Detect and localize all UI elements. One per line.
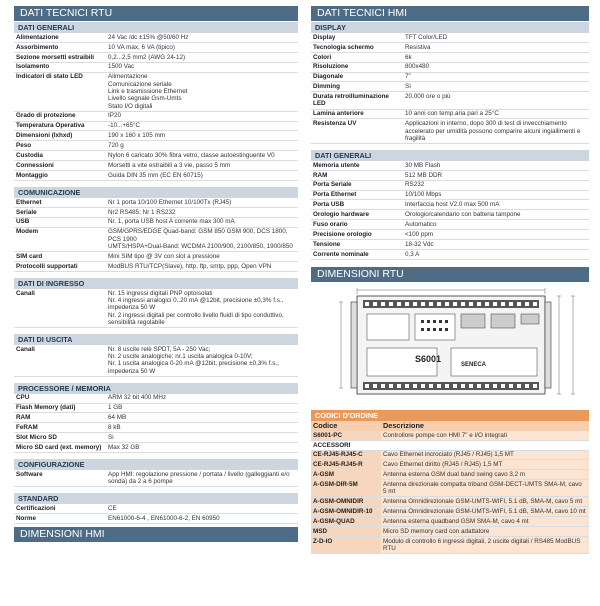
spec-label: Porta Ethernet bbox=[313, 191, 357, 199]
spec-row bbox=[311, 72, 589, 82]
spec-value: 10 anni con temp.aria pari a 25°C bbox=[405, 110, 499, 118]
spec-label: Diagonale bbox=[313, 73, 344, 81]
spec-row bbox=[14, 33, 298, 42]
spec-value: 0,2...2,5 mm2 (AWG 24-12) bbox=[108, 53, 186, 61]
order-description: Micro SD memory card con adattatore bbox=[381, 527, 589, 537]
spec-row bbox=[311, 210, 589, 220]
section-heading: CONFIGURAZIONE bbox=[14, 459, 298, 470]
order-code: Z-D-IO bbox=[311, 537, 381, 554]
spec-label: Connessioni bbox=[16, 161, 54, 169]
spec-row bbox=[311, 240, 589, 250]
spec-label: Isolamento bbox=[16, 63, 50, 71]
spec-label: Colori bbox=[313, 53, 332, 61]
order-code: CE-RJ45-RJ45-R bbox=[311, 460, 381, 470]
spec-value: Morsetti a vite estraibili a 3 vie, passo 5 mm bbox=[108, 161, 231, 169]
spec-row bbox=[14, 121, 298, 131]
order-code: A-GSM bbox=[311, 470, 381, 480]
spec-value: ModBUS RTU/TCP(Slave), http, ftp, smtp, ppp, Open VPN bbox=[108, 262, 272, 270]
order-description: Antenna esterna GSM dual band swing cavo 3,2 m bbox=[381, 470, 589, 480]
spec-value: EN61000-6-4 , EN61000-6-2, EN 60950 bbox=[108, 514, 220, 522]
spec-value: 0,3 A bbox=[405, 250, 420, 258]
spec-value: 512 MB DDR bbox=[405, 171, 443, 179]
spec-table bbox=[311, 33, 589, 144]
spec-label: Lamina anteriore bbox=[313, 110, 364, 118]
rtu-column bbox=[14, 6, 298, 542]
order-code: MSD bbox=[311, 527, 381, 537]
spec-value: 18-32 Vdc bbox=[405, 240, 434, 248]
device-label: S6001 bbox=[415, 353, 442, 364]
spec-value: IP20 bbox=[108, 112, 121, 120]
spec-row bbox=[14, 470, 298, 487]
spec-value: Nr. 8 uscite relè SPDT, 5A - 250 Vac; Nr. 2 uscite analogiche; nr.1 uscita analogica 0-10V; Nr. 1 uscita analogica 0-20 mA @12bit, precisione ±0,3% f.s., impedenza 50 W bbox=[108, 345, 279, 375]
spec-row bbox=[14, 433, 298, 443]
order-row bbox=[311, 537, 589, 554]
spec-value: Orologio/calendario con batteria tampone bbox=[405, 211, 521, 219]
spec-row bbox=[14, 161, 298, 171]
section-heading: DATI DI USCITA bbox=[14, 334, 298, 345]
spec-label: Precisione orologio bbox=[313, 230, 372, 238]
spec-value: Applicazioni in interno, dopo 300 di test di invecchiamento accelerato per umidità possono comparire alcuni ingiallimenti e fragilità bbox=[405, 120, 581, 142]
spec-row bbox=[14, 198, 298, 207]
section-heading: COMUNICAZIONE bbox=[14, 187, 298, 198]
spec-row bbox=[14, 394, 298, 403]
spec-value: 24 Vac /dc ±15% @50/60 Hz bbox=[108, 33, 189, 41]
order-codes-title: CODICI D'ORDINE bbox=[311, 410, 589, 421]
spec-value: 64 MB bbox=[108, 414, 127, 422]
spec-table bbox=[14, 198, 298, 272]
spec-row bbox=[14, 504, 298, 513]
spec-label: Modem bbox=[16, 228, 39, 236]
spec-label: Resistenza UV bbox=[313, 120, 357, 128]
spec-row bbox=[14, 423, 298, 433]
spec-value: <100 ppm bbox=[405, 230, 434, 238]
spec-row bbox=[14, 52, 298, 62]
hmi-title: DATI TECNICI HMI bbox=[311, 6, 589, 21]
order-description: Antenna esterna quadband GSM SMA-M, cavo 4 mt bbox=[381, 517, 589, 527]
spec-label: Canali bbox=[16, 345, 35, 353]
order-code: A-GSM-OMNIDIR bbox=[311, 497, 381, 507]
spec-row bbox=[14, 111, 298, 121]
spec-label: SIM card bbox=[16, 252, 43, 260]
spec-row bbox=[311, 52, 589, 62]
hmi-column bbox=[311, 6, 589, 554]
order-code: A-GSM-DIR-5M bbox=[311, 480, 381, 497]
section-heading: DISPLAY bbox=[311, 22, 589, 33]
spec-row bbox=[311, 220, 589, 230]
spec-label: Display bbox=[313, 33, 336, 41]
spec-value: GSM/GPRS/EDGE Quad-band: GSM 850 GSM 900, DCS 1800, PCS 1900 UMTS/HSPA+Dual-Band: WCDMA 2100/900, 2100/850, 1900/850 bbox=[108, 228, 293, 250]
section-heading: DATI GENERALI bbox=[311, 150, 589, 161]
spec-value: 6k bbox=[405, 53, 412, 61]
spec-row bbox=[14, 72, 298, 111]
spec-row bbox=[14, 289, 298, 328]
spec-label: Ethernet bbox=[16, 198, 42, 206]
spec-table bbox=[14, 289, 298, 328]
order-description: Cavo Ethernet incrociato (RJ45 / RJ45) 1,5 MT bbox=[381, 450, 589, 460]
spec-label: Dimming bbox=[313, 83, 340, 91]
spec-value: Nr. 15 ingressi digitali PNP optoisolati Nr. 4 ingressi analogici 0..20 mA @12bit, precisione ±0,3% f.s., impedenza 50 W Nr. 2 ingressi digitali per controllo livello fluidi di tipo conduttivo, sensibilità regolabile bbox=[108, 289, 284, 326]
spec-value: -10...+65°C bbox=[108, 122, 141, 130]
spec-label: Custodia bbox=[16, 152, 43, 159]
spec-value: 720 g bbox=[108, 142, 124, 150]
spec-value: App HMI: regolazione pressione / portata / livello (galleggianti e/o sonda) da 2 a 6 pompe bbox=[108, 470, 290, 486]
spec-value: Si bbox=[108, 434, 114, 442]
rtu-title: DATI TECNICI RTU bbox=[14, 6, 298, 21]
spec-value: 20.000 ore o più bbox=[405, 93, 451, 101]
order-row bbox=[311, 497, 589, 507]
spec-value: 1500 Vac bbox=[108, 63, 135, 71]
spec-row bbox=[14, 170, 298, 180]
spec-label: Seriale bbox=[16, 208, 37, 216]
spec-row bbox=[14, 207, 298, 217]
spec-label: Micro SD card (ext. memory) bbox=[16, 443, 102, 451]
section-heading: DATI GENERALI bbox=[14, 22, 298, 33]
order-row bbox=[311, 460, 589, 470]
section-heading: DATI DI INGRESSO bbox=[14, 278, 298, 289]
spec-table bbox=[14, 504, 298, 524]
spec-value: 7" bbox=[405, 73, 411, 81]
spec-label: Grado di protezione bbox=[16, 112, 76, 120]
spec-label: Dimensioni (lxhxd) bbox=[16, 132, 73, 140]
spec-row bbox=[14, 62, 298, 72]
order-description: Antenna direzionale compatta triband GSM-DECT-UMTS SMA-M, cavo 5 mt bbox=[381, 480, 589, 497]
spec-value: 10/100 Mbps bbox=[405, 191, 442, 199]
spec-value: Nylon 6 caricato 30% fibra vetro, classe autoestinguente V0 bbox=[108, 152, 275, 159]
spec-label: Durata retroilluminazione LED bbox=[313, 93, 389, 108]
rtu-dimension-drawing bbox=[311, 286, 589, 404]
spec-label: Canali bbox=[16, 289, 35, 297]
spec-label: Alimentazione bbox=[16, 33, 59, 41]
spec-row bbox=[311, 170, 589, 180]
order-row bbox=[311, 480, 589, 497]
spec-value: Alimentazione Comunicazione seriale Link e trasmissione Ethernet Livello segnale Gsm-Umts Stato I/O digitali bbox=[108, 73, 188, 110]
order-row bbox=[311, 507, 589, 517]
spec-row bbox=[311, 109, 589, 119]
order-code: S6001-PC bbox=[311, 431, 381, 440]
spec-label: Assorbimento bbox=[16, 43, 59, 51]
spec-label: Porta USB bbox=[313, 201, 345, 209]
spec-value: 8 kB bbox=[108, 424, 121, 432]
spec-row bbox=[311, 180, 589, 190]
spec-row bbox=[14, 443, 298, 453]
spec-row bbox=[311, 119, 589, 143]
spec-table bbox=[14, 33, 298, 181]
order-code: A-GSM-QUAD bbox=[311, 517, 381, 527]
order-code: ACCESSORI bbox=[311, 440, 381, 450]
spec-label: Porta Seriale bbox=[313, 181, 352, 189]
order-row bbox=[311, 527, 589, 537]
spec-label: Temperatura Operativa bbox=[16, 122, 85, 130]
order-description bbox=[381, 440, 589, 450]
spec-row bbox=[14, 227, 298, 251]
spec-table bbox=[311, 161, 589, 260]
spec-row bbox=[311, 200, 589, 210]
spec-value: 10 VA max, 6 VA (tipico) bbox=[108, 43, 175, 51]
section-heading: STANDARD bbox=[14, 493, 298, 504]
spec-row bbox=[14, 514, 298, 524]
spec-row bbox=[311, 62, 589, 72]
spec-label: Peso bbox=[16, 142, 32, 150]
spec-row bbox=[311, 190, 589, 200]
order-row bbox=[311, 450, 589, 460]
order-row bbox=[311, 440, 589, 450]
spec-value: RS232 bbox=[405, 181, 425, 189]
spec-label: CPU bbox=[16, 394, 30, 402]
spec-label: Tecnologia schermo bbox=[313, 43, 374, 51]
spec-label: Software bbox=[16, 470, 43, 478]
spec-value: 190 x 160 x 105 mm bbox=[108, 132, 166, 140]
spec-row bbox=[14, 345, 298, 376]
spec-row bbox=[14, 42, 298, 52]
spec-value: Nr. 1, porta USB host A corrente max 300 mA bbox=[108, 218, 235, 226]
order-codes-header bbox=[311, 421, 589, 431]
spec-value: Interfaccia host V2.0 max 500 mA bbox=[405, 201, 500, 209]
spec-row bbox=[311, 161, 589, 170]
rtu-dim-title: DIMENSIONI RTU bbox=[311, 267, 589, 282]
spec-label: Fuso orario bbox=[313, 221, 348, 229]
spec-value: Resistiva bbox=[405, 43, 431, 51]
spec-label: Montaggio bbox=[16, 171, 48, 179]
spec-label: Tensione bbox=[313, 240, 341, 248]
spec-label: Certificazioni bbox=[16, 505, 56, 512]
spec-value: 1 GB bbox=[108, 404, 123, 412]
spec-label: Orologio hardware bbox=[313, 211, 369, 219]
spec-row bbox=[14, 252, 298, 262]
order-col-code: Codice bbox=[313, 420, 338, 430]
spec-label: Risoluzione bbox=[313, 63, 349, 71]
spec-label: USB bbox=[16, 218, 30, 226]
brand-logo: SENECA bbox=[461, 361, 487, 368]
spec-value: ARM 32 bit 400 MHz bbox=[108, 394, 167, 402]
spec-row bbox=[311, 82, 589, 92]
order-description: Controllore pompe con HMI 7" e I/O integrati bbox=[381, 431, 589, 440]
spec-label: Corrente nominale bbox=[313, 250, 369, 258]
order-col-desc: Descrizione bbox=[383, 420, 424, 430]
spec-row bbox=[14, 217, 298, 227]
spec-row bbox=[14, 403, 298, 413]
spec-value: Sì bbox=[405, 83, 411, 91]
spec-label: RAM bbox=[313, 171, 328, 179]
spec-value: Nr2 RS485; Nr 1 RS232 bbox=[108, 208, 176, 216]
spec-label: FeRAM bbox=[16, 424, 38, 432]
spec-value: Max 32 GB bbox=[108, 443, 140, 451]
spec-value: Nr 1 porta 10/100 Ethernet 10/100Tx (RJ45) bbox=[108, 198, 232, 206]
spec-label: RAM bbox=[16, 414, 31, 422]
spec-value: Guida DIN 35 mm (EC EN 60715) bbox=[108, 171, 203, 179]
spec-value: CE bbox=[108, 505, 117, 512]
spec-label: Sezione morsetti estraibili bbox=[16, 53, 95, 61]
order-code: CE-RJ45-RJ45-C bbox=[311, 450, 381, 460]
spec-label: Slot Micro SD bbox=[16, 434, 57, 442]
spec-value: TFT Color/LED bbox=[405, 33, 448, 41]
spec-row bbox=[14, 261, 298, 271]
order-description: Antenna Omnidirezionale GSM-UMTS-WIFI, 5.1 dB, SMA-M, cavo 5 mt bbox=[381, 497, 589, 507]
spec-label: Norme bbox=[16, 514, 36, 522]
spec-value: Mini SIM tipo @ 3V con slot a pressione bbox=[108, 252, 220, 260]
order-code: A-GSM-OMNIDIR-10 bbox=[311, 507, 381, 517]
spec-table bbox=[14, 470, 298, 487]
spec-row bbox=[14, 151, 298, 161]
spec-row bbox=[14, 131, 298, 141]
spec-table bbox=[14, 345, 298, 377]
rtu-spec-body bbox=[14, 22, 298, 524]
hmi-spec-body bbox=[311, 22, 589, 260]
order-row bbox=[311, 470, 589, 480]
hmi-dim-title: DIMENSIONI HMI bbox=[14, 527, 298, 542]
spec-row bbox=[311, 42, 589, 52]
spec-label: Memoria utente bbox=[313, 161, 360, 169]
spec-label: Flash Memory (dati) bbox=[16, 404, 76, 412]
spec-value: 800x480 bbox=[405, 63, 430, 71]
spec-row bbox=[311, 249, 589, 259]
order-codes-table bbox=[311, 431, 589, 554]
spec-label: Indicatori di stato LED bbox=[16, 73, 83, 81]
order-row bbox=[311, 517, 589, 527]
spec-row bbox=[311, 33, 589, 42]
order-description: Antenna Omnidirezionale GSM-UMTS-WIFI, 5.1 dB, SMA-M, cavo 10 mt bbox=[381, 507, 589, 517]
spec-row bbox=[311, 92, 589, 109]
spec-row bbox=[14, 141, 298, 151]
rtu-drawing-svg bbox=[311, 286, 589, 404]
order-row bbox=[311, 431, 589, 440]
section-heading: PROCESSORE / MEMORIA bbox=[14, 383, 298, 394]
spec-row bbox=[14, 413, 298, 423]
spec-table bbox=[14, 394, 298, 453]
spec-value: Automatico bbox=[405, 221, 437, 229]
spec-row bbox=[311, 230, 589, 240]
order-description: Modulo di controllo 6 ingressi digitali, 2 uscite digitali / RS485 ModBUS RTU bbox=[381, 537, 589, 554]
order-description: Cavo Ethernet diritto (RJ45 / RJ45) 1,5 MT bbox=[381, 460, 589, 470]
spec-value: 30 MB Flash bbox=[405, 161, 441, 169]
spec-label: Protocolli supportati bbox=[16, 262, 78, 270]
